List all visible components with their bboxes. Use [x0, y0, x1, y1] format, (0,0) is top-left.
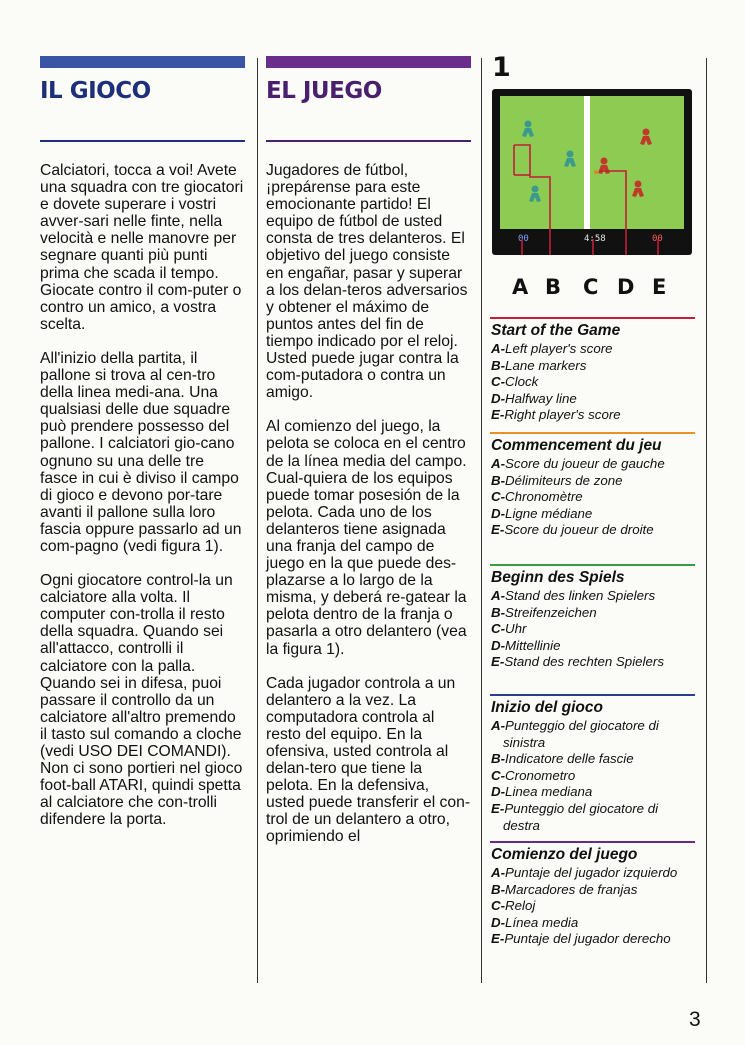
column-divider: [706, 58, 707, 983]
italian-body: [40, 162, 245, 828]
legend-french: [490, 432, 695, 539]
legend-line: [490, 841, 695, 843]
italian-title-rule: [40, 140, 245, 142]
spanish-title: EL JUEGO: [266, 78, 382, 104]
spanish-paragraph: Cada jugador controla a un delantero a la vez. La computadora controla al resto del equipo. En la ofensiva, usted controla al delan-tero que tiene la pelota. En la defensiva, usted puede transferir el con-trol de un delantero a otro, oprimiendo el: [266, 674, 471, 846]
left-score: 00: [518, 234, 529, 244]
legend-line: [490, 432, 695, 434]
legend-item: A-Score du joueur de gauche: [491, 456, 665, 471]
legend-item: A-Left player's score: [491, 341, 613, 356]
letter-d: D: [617, 275, 635, 299]
legend-item: B-Lane markers: [491, 357, 587, 373]
letter-a: A: [512, 275, 529, 299]
legend-item: D-Mittellinie: [491, 637, 561, 653]
legend-item: D-Ligne médiane: [491, 505, 593, 521]
spanish-paragraph: Al comienzo del juego, la pelota se coloca en el centro de la línea media del campo. Cual-quiera de los equipos puede tomar posesión de la pelota. Cada uno de los delanteros tiene asignada una franja del campo de juego en la que puede des-plazarse a lo largo de la misma, y deberá re-gatear la pelota dentro de la franja o pasarla a otro delantero (vea la figura 1).: [266, 418, 467, 658]
legend-item: E-Puntaje del jugador derecho: [491, 931, 671, 947]
spanish-body: [266, 162, 471, 846]
legend-item: C-Clock: [491, 374, 539, 390]
legend-title: Beginn des Spiels: [491, 569, 625, 586]
legend-item: A-Punteggio del giocatore di sinistra: [491, 718, 659, 750]
spanish-color-bar: [266, 56, 471, 68]
legend-item: E-Score du joueur de droite: [491, 522, 654, 538]
legend-title: Start of the Game: [491, 322, 621, 339]
italian-paragraph: All'inizio della partita, il pallone si trova al cen-tro della linea medi-ana. Una qualsiasi delle due squadre può prendere possesso del pallone. I calciatori gio-cano ognuno su una delle tre fasce in cui è diviso il campo di gioco e devono por-tare avanti il pallone sulla loro fascia oppure passarlo ad un com-pagno (vedi figura 1).: [40, 349, 242, 555]
legend-item: D-Halfway line: [491, 390, 577, 406]
legend-item: E-Punteggio del giocatore di destra: [491, 800, 659, 833]
right-score: 00: [652, 234, 663, 244]
field-illustration: [492, 89, 692, 255]
letter-b: B: [545, 275, 562, 299]
figure-letters: [505, 275, 680, 301]
legend-title: Commencement du jeu: [491, 437, 662, 454]
legend-title: Comienzo del juego: [491, 846, 638, 863]
legend-line: [490, 564, 695, 566]
spanish-column: [266, 56, 471, 863]
column-divider: [481, 58, 482, 983]
legend-item: C-Reloj: [491, 898, 536, 914]
legend-item: B-Marcadores de franjas: [491, 881, 638, 897]
legend-item: C-Cronometro: [491, 767, 576, 783]
legend-item: B-Streifenzeichen: [491, 604, 597, 620]
legend-title: Inizio del gioco: [491, 699, 603, 716]
legend-item: D-Línea media: [491, 914, 579, 930]
italian-color-bar: [40, 56, 245, 68]
legend-line: [490, 317, 695, 319]
italian-paragraph: Calciatori, tocca a voi! Avete una squadra con tre giocatori e dovete superare i vostri avver-sari nelle finte, nella velocità e nelle manovre per segnare quanti più punti prima che scada il tempo. Giocate contro il com-puter o contro un amico, a vostra scelta.: [40, 162, 244, 333]
legend-line: [490, 694, 695, 696]
game-screen-figure: [492, 89, 692, 255]
page-number: 3: [689, 1008, 701, 1031]
legend-item: E-Right player's score: [491, 407, 621, 423]
legend-item: E-Stand des rechten Spielers: [491, 654, 664, 670]
figure-number: 1: [492, 52, 511, 83]
letter-e: E: [652, 275, 667, 299]
legend-item: B-Délimiteurs de zone: [491, 472, 623, 488]
legend-item: D-Linea mediana: [491, 784, 593, 800]
letter-c: C: [583, 275, 599, 299]
spanish-paragraph: Jugadores de fútbol, ¡prepárense para este emocionante partido! El equipo de fútbol de usted consta de tres delanteros. El objetivo del juego consiste en engañar, pasar y superar a los delan-teros adversarios y obtener el máximo de puntos antes del fin de tiempo indicado por el reloj. Usted puede jugar contra la com-putadora o contra un amigo.: [266, 162, 468, 402]
legend-italian: [490, 694, 695, 834]
italian-title: IL GIOCO: [40, 78, 151, 104]
legend-english: [490, 317, 695, 424]
column-divider: [257, 58, 258, 983]
legend-item: C-Chronomètre: [491, 489, 583, 505]
italian-column: [40, 56, 245, 845]
legend-item: A-Stand des linken Spielers: [491, 588, 656, 603]
legend-item: B-Indicatore delle fascie: [491, 751, 634, 767]
legend-item: C-Uhr: [491, 621, 527, 637]
clock: 4:58: [584, 234, 606, 244]
legend-item: A-Puntaje del jugador izquierdo: [491, 865, 678, 880]
italian-paragraph: Ogni giocatore control-la un calciatore alla volta. Il computer con-trolla il resto della squadra. Quando sei all'attacco, controlli il calciatore con la palla. Quando sei in difesa, puoi passare il controllo da un calciatore all'altro premendo il tasto sul comando a cloche (vedi USO DEI COMANDI). Non ci sono portieri nel gioco foot-ball ATARI, quindi spetta al calciatore che con-trolli difendere la porta.: [40, 572, 243, 829]
legend-german: [490, 564, 695, 671]
legend-spanish: [490, 841, 695, 948]
spanish-title-rule: [266, 140, 471, 142]
